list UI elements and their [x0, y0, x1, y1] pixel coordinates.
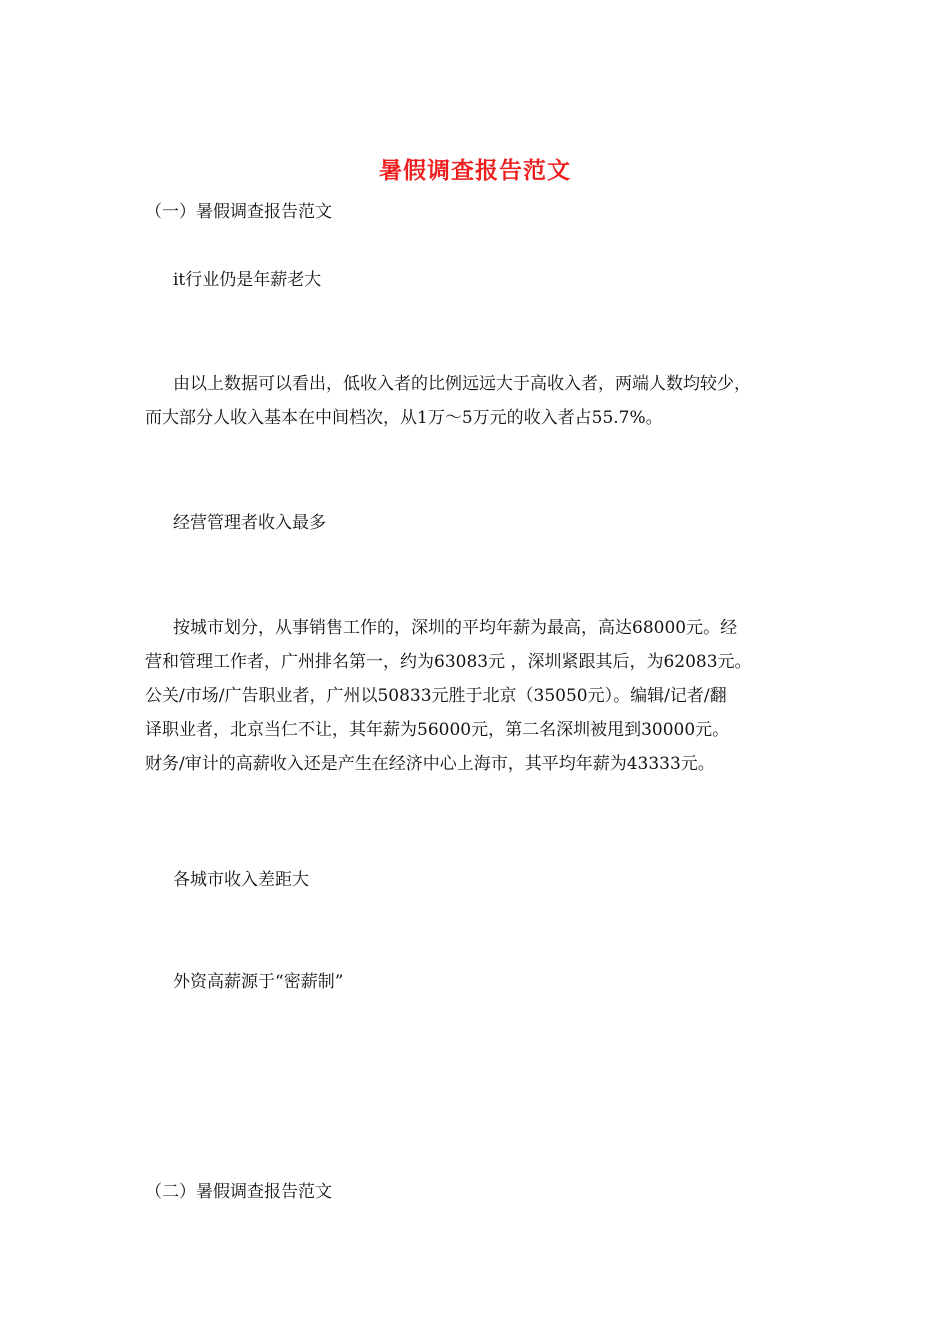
paragraph-city-salaries: [145, 611, 815, 781]
paragraph-line: 由以上数据可以看出，低收入者的比例远远大于高收入者，两端人数均较少，: [173, 374, 751, 394]
subheading-it-industry: it行业仍是年薪老大: [173, 270, 322, 290]
paragraph-line: 译职业者，北京当仁不让，其年薪为56000元，第二名深圳被甩到30000元。: [145, 720, 730, 740]
paragraph-income-distribution: [145, 367, 815, 435]
document-title: 暑假调查报告范文: [379, 157, 571, 184]
paragraph-line: 公关/市场/广告职业者，广州以50833元胜于北京（35050元）。编辑/记者/翻: [145, 686, 727, 706]
section-1-heading: （一）暑假调查报告范文: [145, 202, 332, 222]
subheading-foreign-pay: 外资高薪源于“密薪制”: [173, 972, 344, 992]
paragraph-line: 财务/审计的高薪收入还是产生在经济中心上海市，其平均年薪为43333元。: [145, 754, 715, 774]
subheading-city-gap: 各城市收入差距大: [173, 870, 309, 890]
paragraph-line: 而大部分人收入基本在中间档次，从1万～5万元的收入者占55.7%。: [145, 408, 663, 428]
section-2-heading: （二）暑假调查报告范文: [145, 1182, 332, 1202]
subheading-managers: 经营管理者收入最多: [173, 513, 326, 533]
paragraph-line: 营和管理工作者，广州排名第一，约为63083元 ，深圳紧跟其后，为62083元。: [145, 652, 752, 672]
paragraph-line: 按城市划分，从事销售工作的，深圳的平均年薪为最高，高达68000元。经: [173, 618, 738, 638]
